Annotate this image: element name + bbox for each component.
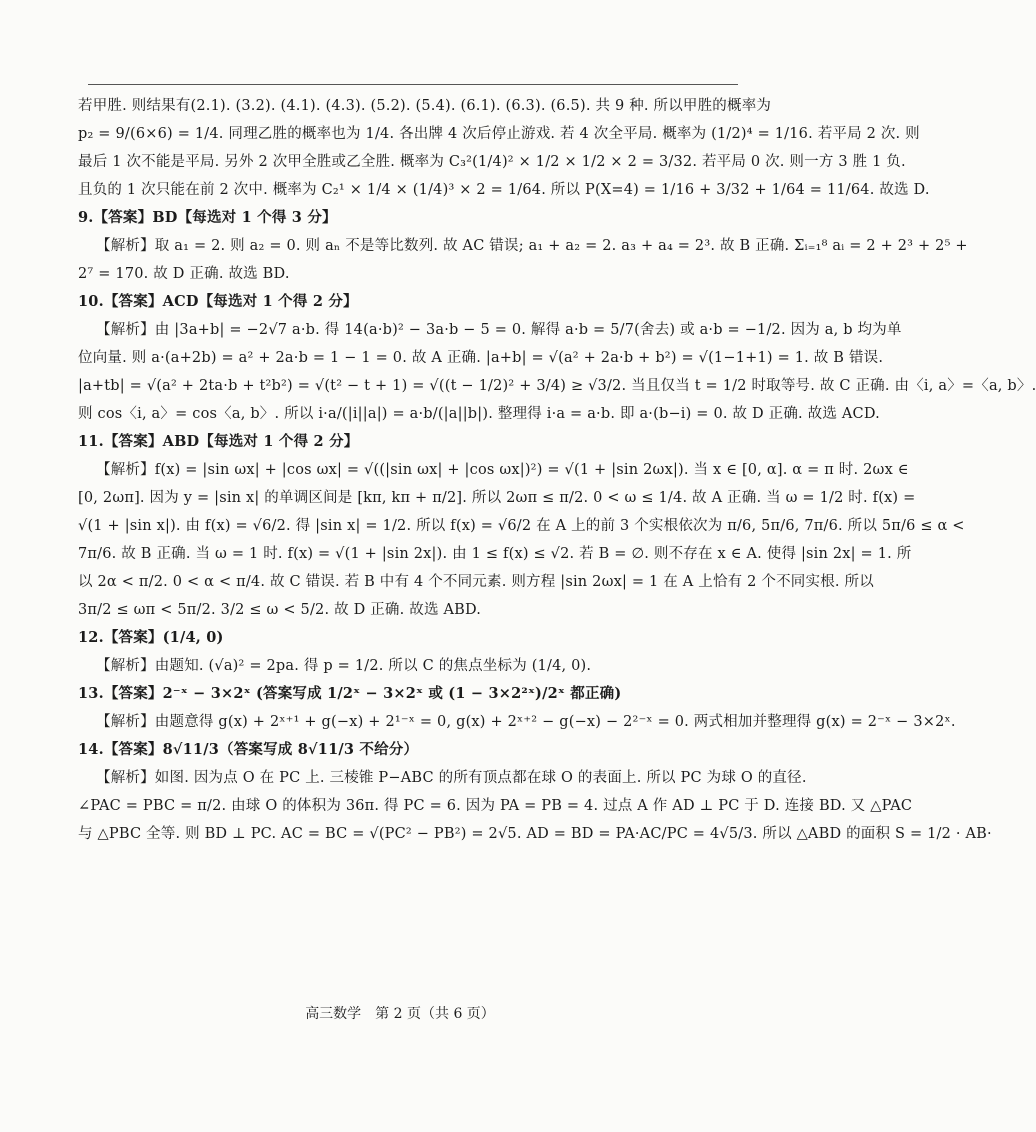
header-rule (88, 84, 738, 85)
text-line: √(1 + |sin x|). 由 f(x) = √6/2. 得 |sin x| = 1/2. 所以 f(x) = √6/2 在 A 上的前 3 个实根依次为 π/6, 5π/6, 7π/6. 所以 5π/6 ≤ α < (78, 518, 965, 534)
page-footer: 高三数学 第 2 页（共 6 页） (305, 1006, 495, 1022)
answer-heading-12: 12.【答案】(1/4, 0) (78, 629, 224, 646)
text-line: 位向量. 则 a·(a+2b) = a² + 2a·b = 1 − 1 = 0. 故 A 正确. |a+b| = √(a² + 2a·b + b²) = √(1−1+1) = 1. 故 B 错误. (78, 350, 884, 366)
answer-heading-10: 10.【答案】ACD【每选对 1 个得 2 分】 (78, 293, 358, 310)
answer-heading-13: 13.【答案】2⁻ˣ − 3×2ˣ (答案写成 1/2ˣ − 3×2ˣ 或 (1 − 3×2²ˣ)/2ˣ 都正确) (78, 685, 622, 702)
answer-heading-14: 14.【答案】8√11/3（答案写成 8√11/3 不给分） (78, 741, 419, 758)
text-line: 2⁷ = 170. 故 D 正确. 故选 BD. (78, 266, 290, 282)
text-line: 与 △PBC 全等. 则 BD ⊥ PC. AC = BC = √(PC² − PB²) = 2√5. AD = BD = PA·AC/PC = 4√5/3. 所以 △ABD 的面积 S = 1/2 · AB· (78, 826, 992, 842)
text-line: 则 cos〈i, a〉= cos〈a, b〉. 所以 i·a/(|i||a|) = a·b/(|a||b|). 整理得 i·a = a·b. 即 a·(b−i) = 0. 故 D 正确. 故选 ACD. (78, 406, 880, 422)
analysis-line: 【解析】由题意得 g(x) + 2ˣ⁺¹ + g(−x) + 2¹⁻ˣ = 0, g(x) + 2ˣ⁺² − g(−x) − 2²⁻ˣ = 0. 两式相加并整理得 g(x) = 2⁻ˣ − 3×2ˣ. (96, 714, 956, 730)
text-line: 7π/6. 故 B 正确. 当 ω = 1 时. f(x) = √(1 + |sin 2x|). 由 1 ≤ f(x) ≤ √2. 若 B = ∅. 则不存在 x ∈ A. 使得 |sin 2x| = 1. 所 (78, 546, 912, 562)
text-line: 3π/2 ≤ ωπ < 5π/2. 3/2 ≤ ω < 5/2. 故 D 正确. 故选 ABD. (78, 602, 482, 618)
analysis-line: 【解析】取 a₁ = 2. 则 a₂ = 0. 则 aₙ 不是等比数列. 故 AC 错误; a₁ + a₂ = 2. a₃ + a₄ = 2³. 故 B 正确. Σᵢ₌₁⁸ aᵢ = 2 + 2³ + 2⁵ + (96, 238, 968, 254)
analysis-line: 【解析】由 |3a+b| = −2√7 a·b. 得 14(a·b)² − 3a·b − 5 = 0. 解得 a·b = 5/7(舍去) 或 a·b = −1/2. 因为 a, b 均为单 (96, 322, 902, 338)
answer-heading-11: 11.【答案】ABD【每选对 1 个得 2 分】 (78, 433, 359, 450)
text-line: 最后 1 次不能是平局. 另外 2 次甲全胜或乙全胜. 概率为 C₃²(1/4)² × 1/2 × 1/2 × 2 = 3/32. 若平局 0 次. 则一方 3 胜 1 负. (78, 154, 906, 170)
analysis-line: 【解析】如图. 因为点 O 在 PC 上. 三棱锥 P−ABC 的所有顶点都在球 O 的表面上. 所以 PC 为球 O 的直径. (96, 770, 807, 786)
analysis-line: 【解析】f(x) = |sin ωx| + |cos ωx| = √((|sin ωx| + |cos ωx|)²) = √(1 + |sin 2ωx|). 当 x ∈ [0, α]. α = π 时. 2ωx ∈ (96, 462, 909, 478)
analysis-line: 【解析】由题知. (√a)² = 2pa. 得 p = 1/2. 所以 C 的焦点坐标为 (1/4, 0). (96, 658, 592, 674)
text-line: ∠PAC = PBC = π/2. 由球 O 的体积为 36π. 得 PC = 6. 因为 PA = PB = 4. 过点 A 作 AD ⊥ PC 于 D. 连接 BD. 又 △PAC (78, 798, 913, 814)
document-body (78, 92, 1036, 848)
text-line: p₂ = 9/(6×6) = 1/4. 同理乙胜的概率也为 1/4. 各出牌 4 次后停止游戏. 若 4 次全平局. 概率为 (1/2)⁴ = 1/16. 若平局 2 次. 则 (78, 126, 920, 142)
text-line: 以 2α < π/2. 0 < α < π/4. 故 C 错误. 若 B 中有 4 个不同元素. 则方程 |sin 2ωx| = 1 在 A 上恰有 2 个不同实根. 所以 (78, 574, 874, 590)
text-line: [0, 2ωπ]. 因为 y = |sin x| 的单调区间是 [kπ, kπ + π/2]. 所以 2ωπ ≤ π/2. 0 < ω ≤ 1/4. 故 A 正确. 当 ω = 1/2 时. f(x) = (78, 490, 916, 506)
answer-heading-9: 9.【答案】BD【每选对 1 个得 3 分】 (78, 209, 337, 226)
text-line: 且负的 1 次只能在前 2 次中. 概率为 C₂¹ × 1/4 × (1/4)³ × 2 = 1/64. 所以 P(X=4) = 1/16 + 3/32 + 1/64 = 11/64. 故选 D. (78, 182, 930, 198)
text-line: |a+tb| = √(a² + 2ta·b + t²b²) = √(t² − t + 1) = √((t − 1/2)² + 3/4) ≥ √3/2. 当且仅当 t = 1/2 时取等号. 故 C 正确. 由〈i, a〉=〈a, b〉. (78, 378, 1036, 394)
text-line: 若甲胜. 则结果有(2.1). (3.2). (4.1). (4.3). (5.2). (5.4). (6.1). (6.3). (6.5). 共 9 种. 所以甲胜的概率为 (78, 98, 772, 114)
